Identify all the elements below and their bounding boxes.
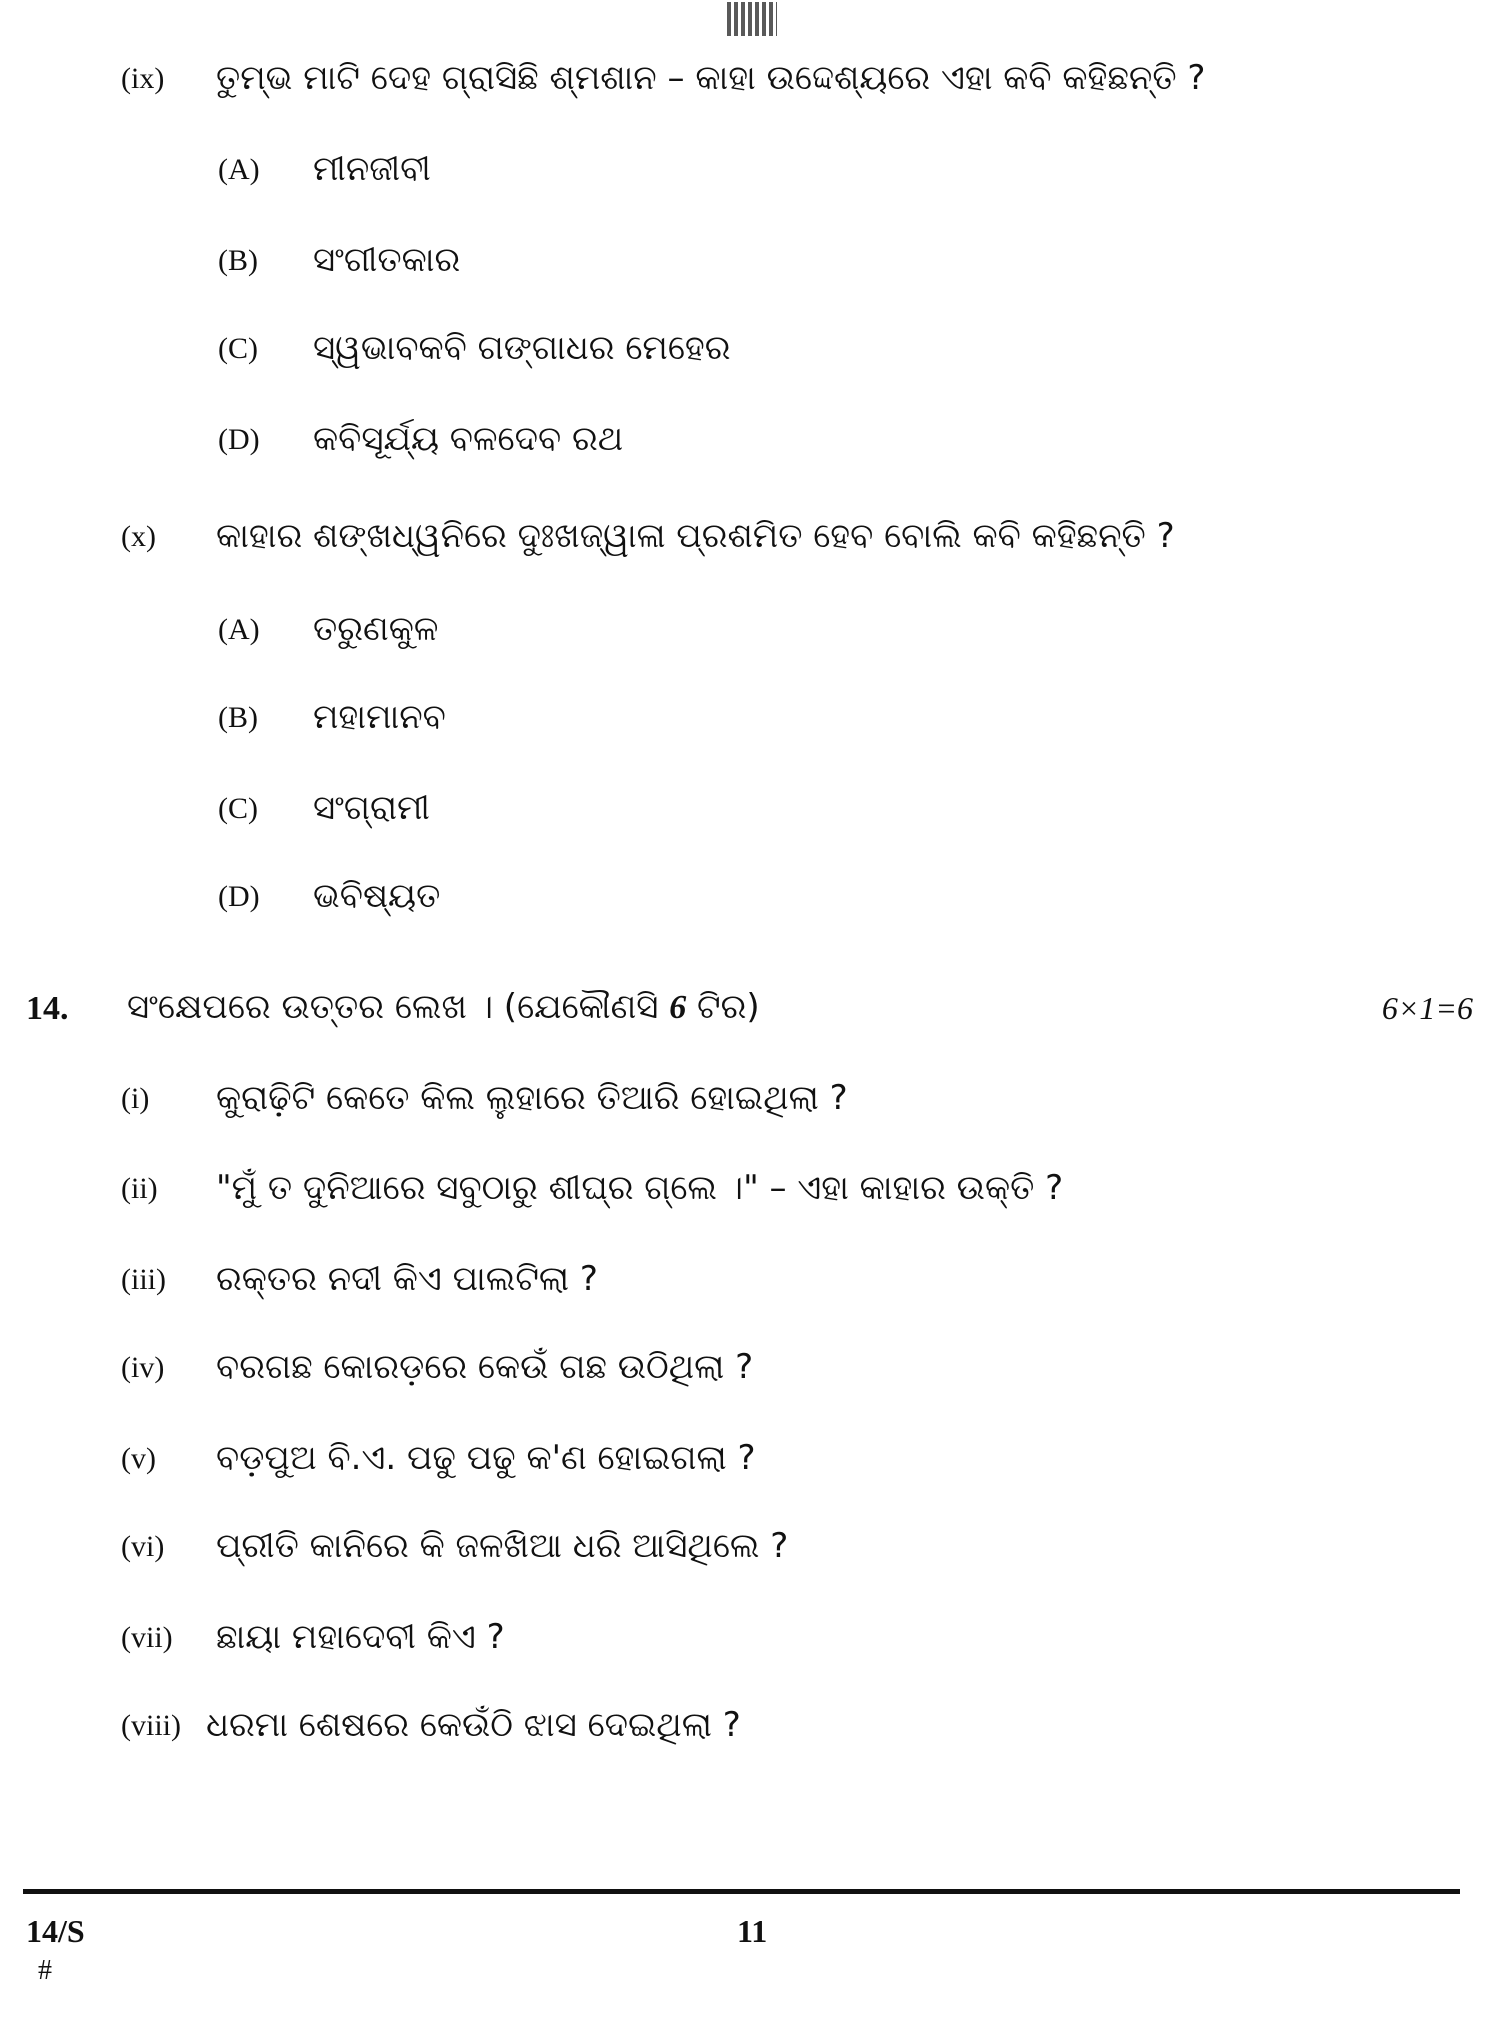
hash-mark: # bbox=[38, 1955, 52, 1986]
item-text: "ମୁଁ ତ ଦୁନିଆରେ ସବୁଠାରୁ ଶୀଘ୍ର ଗ୍ଲେ ।" – ଏହା କାହାର ଉକ୍ତି ? bbox=[216, 1168, 1064, 1208]
marks: 6×1=6 bbox=[1381, 990, 1473, 1026]
question-label: (x) bbox=[121, 520, 156, 553]
question-label: (ix) bbox=[121, 62, 165, 95]
option-label: (B) bbox=[218, 701, 258, 734]
question-heading bbox=[127, 987, 760, 1027]
option-label: (D) bbox=[218, 880, 260, 913]
page-number: 11 bbox=[737, 1913, 768, 1949]
option-label: (A) bbox=[218, 153, 260, 186]
option-text: ସଂଗ୍ରାମୀ bbox=[313, 788, 430, 828]
option-text: ତରୁଣକୁଳ bbox=[313, 609, 439, 649]
heading-count: 6 bbox=[669, 989, 687, 1026]
question-text: ତୁମ୍ଭ ମାଟି ଦେହ ଗ୍ରାସିଛି ଶ୍ମଶାନ – କାହା ଉଦ୍ଦେଶ୍ୟରେ ଏହା କବି କହିଛନ୍ତି ? bbox=[216, 58, 1206, 98]
item-label: (ii) bbox=[121, 1172, 158, 1205]
option-label: (D) bbox=[218, 423, 260, 456]
item-text: ପ୍ରୀତି କାନିରେ କି ଜଳଖିଆ ଧରି ଆସିଥିଲେ ? bbox=[216, 1526, 789, 1566]
item-label: (iv) bbox=[121, 1351, 165, 1384]
question-text: କାହାର ଶଙ୍ଖଧ୍ୱନିରେ ଦୁଃଖଜ୍ୱାଳା ପ୍ରଶମିତ ହେବ ବୋଲି କବି କହିଛନ୍ତି ? bbox=[216, 516, 1175, 556]
heading-text-end: ଟିର) bbox=[686, 987, 760, 1027]
option-text: ମହାମାନବ bbox=[313, 697, 446, 737]
option-text: କବିସୂର୍ଯ୍ୟ ବଳଦେବ ରଥ bbox=[313, 419, 624, 459]
item-text: ରକ୍ତର ନଦୀ କିଏ ପାଲଟିଲା ? bbox=[216, 1259, 598, 1299]
item-label: (v) bbox=[121, 1442, 156, 1475]
option-label: (C) bbox=[218, 332, 258, 365]
option-text: ମୀନଜୀବୀ bbox=[313, 149, 431, 189]
qr-code bbox=[727, 2, 777, 36]
option-text: ଭବିଷ୍ୟତ bbox=[313, 876, 441, 916]
item-label: (vi) bbox=[121, 1530, 165, 1563]
option-text: ସଂଗୀତକାର bbox=[313, 240, 461, 280]
option-label: (C) bbox=[218, 792, 258, 825]
footer-rule bbox=[23, 1889, 1460, 1894]
option-label: (A) bbox=[218, 613, 260, 646]
item-label: (viii) bbox=[121, 1709, 181, 1742]
option-text: ସ୍ୱଭାବକବି ଗଙ୍ଗାଧର ମେହେର bbox=[313, 328, 731, 368]
option-label: (B) bbox=[218, 244, 258, 277]
item-text: ଧରମା ଶେଷରେ କେଉଁଠି ଝାସ ଦେଇଥିଲା ? bbox=[206, 1705, 741, 1745]
item-label: (iii) bbox=[121, 1263, 166, 1296]
item-text: ବରଗଛ କୋରଡ଼ରେ କେଉଁ ଗଛ ଉଠିଥିଲା ? bbox=[216, 1347, 754, 1387]
paper-code: 14/S bbox=[26, 1913, 85, 1949]
question-number: 14. bbox=[26, 990, 69, 1027]
item-text: କୁରାଢ଼ିଟି କେତେ କିଲ ଲୁହାରେ ତିଆରି ହୋଇଥିଲା ? bbox=[216, 1078, 848, 1118]
item-label: (vii) bbox=[121, 1621, 173, 1654]
item-label: (i) bbox=[121, 1082, 150, 1115]
item-text: ବଡ଼ପୁଅ ବି.ଏ. ପଢୁ ପଢୁ କ'ଣ ହୋଇଗଲା ? bbox=[216, 1438, 756, 1478]
heading-text: ସଂକ୍ଷେପରେ ଉତ୍ତର ଲେଖ । (ଯେକୌଣସି bbox=[127, 987, 670, 1027]
item-text: ଛାୟା ମହାଦେବୀ କିଏ ? bbox=[216, 1617, 505, 1657]
